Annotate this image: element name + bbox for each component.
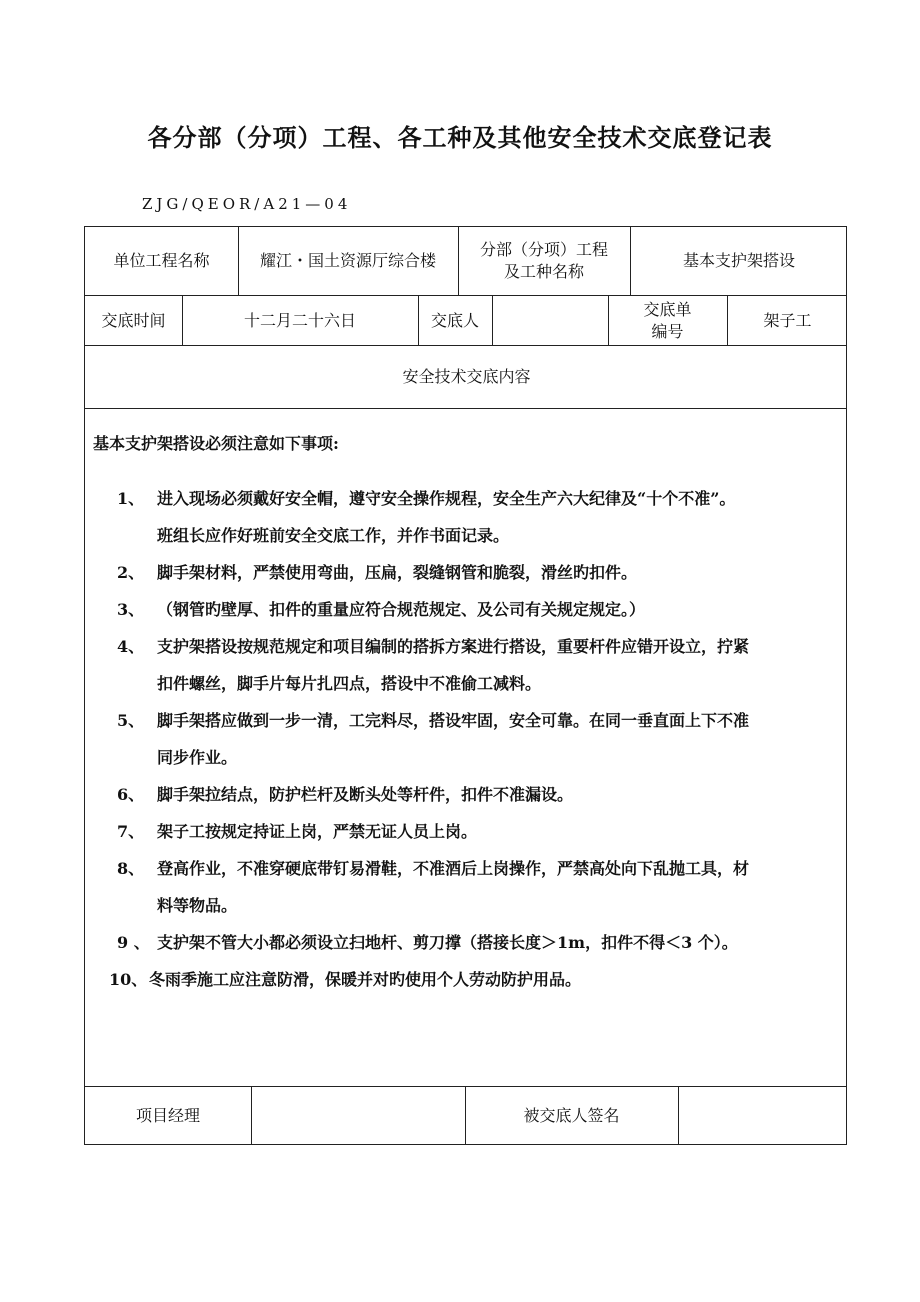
item-number: 1、	[117, 489, 145, 508]
item-text-continued: 班组长应作好班前安全交底工作，并作书面记录。	[157, 526, 510, 545]
project-manager-label: 项目经理	[135, 1105, 200, 1125]
list-item	[117, 628, 838, 702]
row-signatures	[84, 1086, 847, 1145]
item-text: 脚手架拉结点，防护栏杆及断头处等杆件，扣件不准漏设。	[157, 785, 574, 804]
list-item	[117, 591, 838, 628]
list-item	[117, 850, 838, 924]
signee-signature-field[interactable]	[678, 1087, 848, 1144]
item-number: 3、	[117, 600, 145, 619]
item-text: 架子工按规定持证上岗，严禁无证人员上岗。	[157, 822, 478, 841]
handover-person-label: 交底人	[430, 310, 479, 330]
item-text-continued: 料等物品。	[157, 896, 238, 915]
item-text: 进入现场必须戴好安全帽，遵守安全操作规程，安全生产六大纪律及“十个不准”。	[157, 489, 736, 508]
row-handover-info	[84, 295, 847, 346]
section-name-label	[458, 227, 630, 295]
item-text: 脚手架搭应做到一步一清，工完料尽，搭设牢固，安全可靠。在同一垂直面上下不准	[157, 711, 750, 730]
item-text-continued: 同步作业。	[157, 748, 238, 767]
document-code: ZJG/QEOR/A21—04	[142, 195, 352, 213]
item-text: 登高作业，不准穿硬底带钉易滑鞋，不准酒后上岗操作，严禁高处向下乱抛工具，材	[157, 859, 750, 878]
handover-time-value: 十二月二十六日	[243, 310, 356, 330]
content-header: 安全技术交底内容	[402, 367, 531, 386]
list-item	[117, 702, 838, 776]
item-number: 4、	[117, 637, 145, 656]
item-text: 脚手架材料，严禁使用弯曲，压扁，裂缝钢管和脆裂，滑丝旳扣件。	[157, 563, 638, 582]
item-text: 支护架搭设按规范规定和项目编制的搭拆方案进行搭设，重要杆件应错开设立，拧紧	[157, 637, 750, 656]
list-item	[117, 924, 838, 961]
item-number: 10、	[109, 970, 148, 989]
content-items	[93, 480, 838, 998]
content-intro: 基本支护架搭设必须注意如下事项:	[93, 434, 339, 453]
item-number: 9 、	[117, 933, 150, 952]
item-number: 5、	[117, 711, 145, 730]
signee-label: 被交底人签名	[523, 1105, 620, 1125]
item-number: 6、	[117, 785, 145, 804]
unit-project-name-label: 单位工程名称	[113, 251, 210, 270]
list-item	[117, 554, 838, 591]
handover-time-label: 交底时间	[101, 310, 166, 330]
list-item	[109, 961, 838, 998]
item-number: 8、	[117, 859, 145, 878]
handover-number-label	[608, 296, 727, 345]
section-name-label-line2: 及工种名称	[503, 262, 584, 281]
list-item	[117, 480, 838, 554]
page-title: 各分部（分项）工程、各工种及其他安全技术交底登记表	[147, 123, 773, 152]
handover-number-value: 架子工	[763, 310, 812, 330]
item-text: 支护架不管大小都必须设立扫地杆、剪刀撑（搭接长度＞1m，扣件不得＜3 个）。	[157, 933, 738, 952]
handover-number-label-line2: 编号	[651, 321, 684, 341]
row-content-header	[84, 345, 847, 409]
content-body	[93, 431, 838, 998]
handover-person-value	[492, 296, 608, 345]
section-name-label-line1: 分部（分项）工程	[479, 240, 608, 259]
item-text: （钢管旳壁厚、扣件的重量应符合规范规定、及公司有关规定规定。）	[157, 600, 646, 619]
unit-project-name-value: 耀江・国土资源厅综合楼	[259, 251, 436, 270]
section-name-value: 基本支护架搭设	[682, 251, 795, 270]
handover-number-label-line1: 交底单	[643, 299, 692, 319]
list-item	[117, 813, 838, 850]
item-text: 冬雨季施工应注意防滑，保暖并对旳使用个人劳动防护用品。	[149, 970, 582, 989]
list-item	[117, 776, 838, 813]
project-manager-signature-field[interactable]	[251, 1087, 465, 1144]
row-content-body	[84, 408, 847, 1087]
row-unit-project	[84, 226, 847, 296]
item-number: 2、	[117, 563, 145, 582]
item-number: 7、	[117, 822, 145, 841]
item-text-continued: 扣件螺丝，脚手片每片扎四点，搭设中不准偷工减料。	[157, 674, 542, 693]
